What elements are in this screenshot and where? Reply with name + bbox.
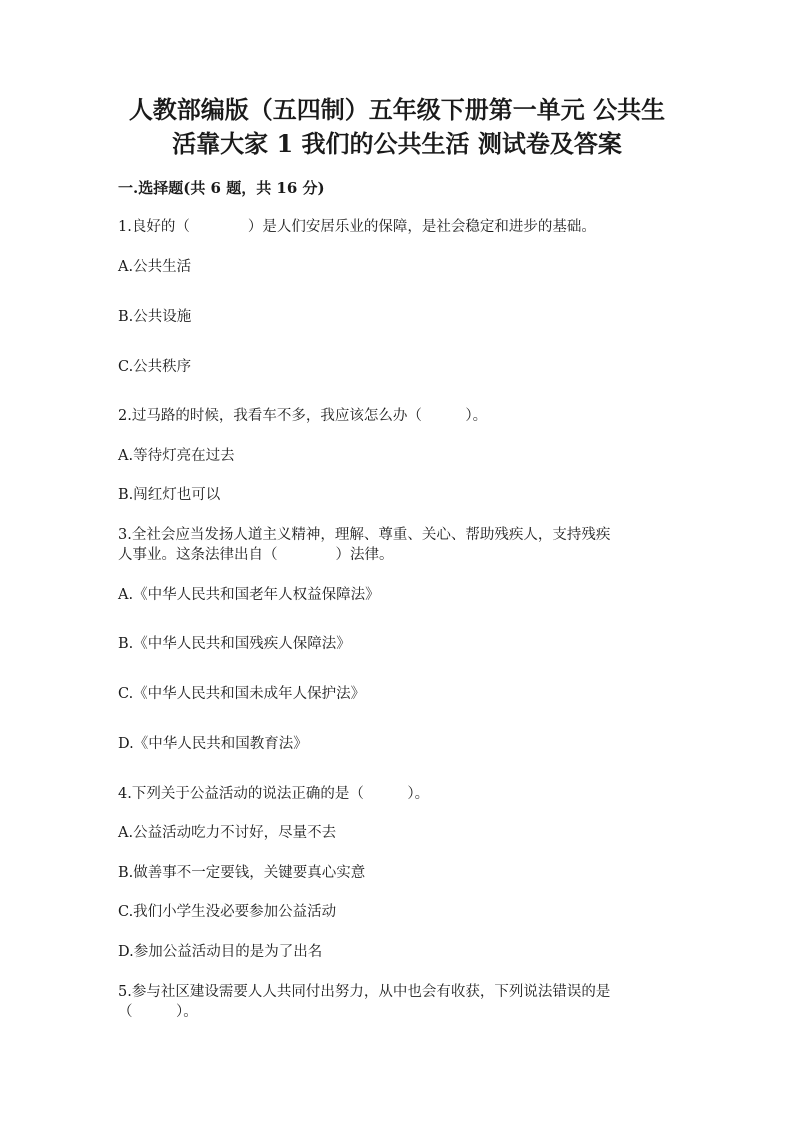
question-4-option-b: B.做善事不一定要钱，关键要真心实意: [118, 865, 366, 881]
question-4-option-c: C.我们小学生没必要参加公益活动: [118, 904, 337, 920]
question-1-option-a: A.公共生活: [118, 259, 192, 275]
exam-title-line-2: 活靠大家 1 我们的公共生活 测试卷及答案: [172, 129, 622, 158]
question-1-stem: 1.良好的（ ）是人们安居乐业的保障，是社会稳定和进步的基础。: [118, 219, 596, 235]
question-4-stem: 4.下列关于公益活动的说法正确的是（ ）。: [118, 786, 430, 802]
question-3-stem-line-1: 3.全社会应当发扬人道主义精神，理解、尊重、关心、帮助残疾人，支持残疾: [118, 527, 611, 543]
question-3-stem-line-2: 人事业。这条法律出自（ ）法律。: [118, 547, 394, 563]
question-4-option-a: A.公益活动吃力不讨好，尽量不去: [118, 825, 337, 841]
question-3-option-a: A.《中华人民共和国老年人权益保障法》: [118, 587, 380, 603]
question-1-option-c: C.公共秩序: [118, 359, 192, 375]
question-2-option-a: A.等待灯亮在过去: [118, 448, 235, 464]
question-1-option-b: B.公共设施: [118, 309, 192, 325]
question-4-option-d: D.参加公益活动目的是为了出名: [118, 944, 323, 960]
question-3-option-d: D.《中华人民共和国教育法》: [118, 736, 308, 752]
section-heading: 一.选择题(共 6 题，共 16 分): [118, 179, 325, 197]
question-3-option-b: B.《中华人民共和国残疾人保障法》: [118, 636, 351, 652]
question-5-stem-line-2: （ ）。: [118, 1004, 198, 1020]
question-5-stem-line-1: 5.参与社区建设需要人人共同付出努力，从中也会有收获，下列说法错误的是: [118, 984, 611, 1000]
question-2-option-b: B.闯红灯也可以: [118, 487, 221, 503]
question-2-stem: 2.过马路的时候，我看车不多，我应该怎么办（ ）。: [118, 408, 488, 424]
exam-title-line-1: 人教部编版（五四制）五年级下册第一单元 公共生: [128, 95, 666, 124]
question-3-option-c: C.《中华人民共和国未成年人保护法》: [118, 686, 366, 702]
